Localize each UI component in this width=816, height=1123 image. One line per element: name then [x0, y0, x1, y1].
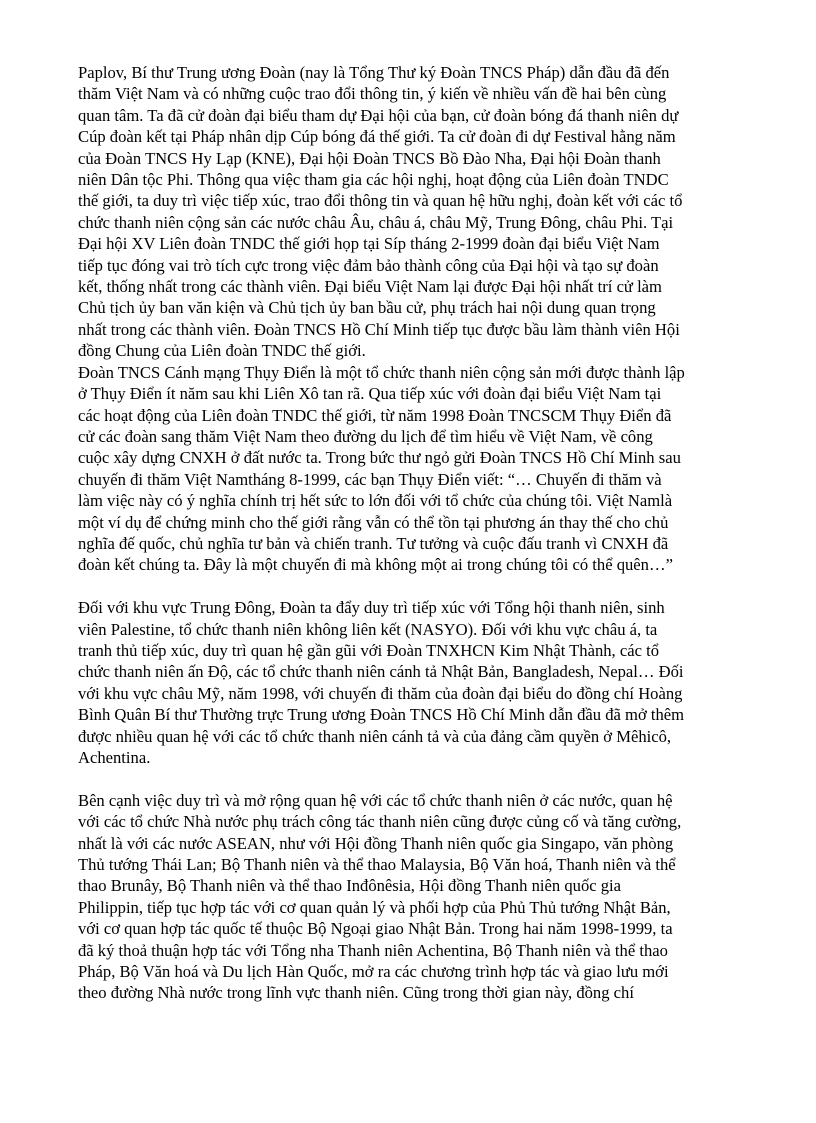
text-line: Thủ tướng Thái Lan; Bộ Thanh niên và thể thao Malaysia, Bộ Văn hoá, Thanh niên và thể [78, 855, 676, 874]
text-line: ở Thụy Điển ít năm sau khi Liên Xô tan rã. Qua tiếp xúc với đoàn đại biểu Việt Nam tại [78, 384, 662, 404]
text-line: đã ký thoả thuận hợp tác với Tổng nha Thanh niên Achentina, Bộ Thanh niên và thể thao [78, 940, 668, 960]
text-line: chức thanh niên cộng sản các nước châu Âu, châu á, châu Mỹ, Trung Đông, châu Phi. Tại [78, 212, 674, 232]
text-line: với khu vực châu Mỹ, năm 1998, với chuyến đi thăm của đoàn đại biểu do đồng chí Hoàng [78, 683, 683, 703]
text-line: Đoàn TNCS Cánh mạng Thụy Điển là một tổ chức thanh niên cộng sản mới được thành lập [78, 362, 685, 382]
text-line: Chủ tịch ủy ban văn kiện và Chủ tịch ủy ban bầu cử, phụ trách hai nội dung quan trọng [78, 298, 656, 318]
text-line: kết, thống nhất trong các thành viên. Đại biểu Việt Nam lại được Đại hội nhất trí cử làm [78, 277, 662, 297]
text-line: nhất là với các nước ASEAN, như với Hội đồng Thanh niên quốc gia Singapo, văn phòng [78, 833, 674, 853]
text-line: Đại hội XV Liên đoàn TNDC thế giới họp tại Síp tháng 2-1999 đoàn đại biểu Việt Nam [78, 234, 660, 254]
text-line: của Đoàn TNCS Hy Lạp (KNE), Đại hội Đoàn TNCS Bồ Đào Nha, Đại hội Đoàn thanh [78, 148, 661, 168]
text-line: làm việc này có ý nghĩa chính trị hết sức to lớn đối với tổ chức của chúng tôi. Việt Namlà [78, 491, 673, 511]
text-line: Pháp, Bộ Văn hoá và Du lịch Hàn Quốc, mở ra các chương trình hợp tác và giao lưu mới [78, 962, 669, 982]
paragraph-state-agencies [78, 790, 758, 1004]
text-line: chức thanh niên ấn Độ, các tổ chức thanh niên cánh tả Nhật Bản, Bangladesh, Nepal… Đối [78, 662, 684, 682]
text-line: tiếp tục đóng vai trò tích cực trong việc đảm bảo thành công của Đại hội và tạo sự đoàn [78, 255, 659, 275]
text-line: được nhiều quan hệ với các tổ chức thanh niên cánh tả và của đảng cầm quyền ở Mêhicô, [78, 726, 672, 746]
text-line: cử các đoàn sang thăm Việt Nam theo đường du lịch để tìm hiểu về Việt Nam, về công [78, 426, 653, 446]
text-line: Philippin, tiếp tục hợp tác với cơ quan quản lý và phối hợp của Phủ Thủ tướng Nhật Bản, [78, 897, 671, 917]
paragraph-middle-east-asia-america [78, 597, 758, 768]
text-line: tranh thủ tiếp xúc, duy trì quan hệ gần gũi với Đoàn TNXHCN Kim Nhật Thành, các tổ [78, 640, 659, 660]
text-line: thế giới, ta duy trì việc tiếp xúc, trao đổi thông tin và quan hệ hữu nghị, đoàn kết với các tổ [78, 191, 683, 211]
text-line: với cơ quan hợp tác quốc tế thuộc Bộ Ngoại giao Nhật Bản. Trong hai năm 1998-1999, ta [78, 919, 673, 939]
text-line: Đối với khu vực Trung Đông, Đoàn ta đẩy duy trì tiếp xúc với Tổng hội thanh niên, sinh [78, 598, 665, 618]
text-line: với các tổ chức Nhà nước phụ trách công tác thanh niên cũng được củng cố và tăng cường, [78, 812, 682, 832]
text-line: Bình Quân Bí thư Thường trực Trung ương Đoàn TNCS Hồ Chí Minh dẫn đầu đã mở thêm [78, 705, 685, 725]
text-line: Cúp đoàn kết tại Pháp nhân dịp Cúp bóng đá thế giới. Ta cử đoàn đi dự Festival hằng năm [78, 127, 676, 147]
text-line: Bên cạnh việc duy trì và mở rộng quan hệ với các tổ chức thanh niên ở các nước, quan hệ [78, 790, 673, 810]
document-page [78, 62, 758, 1004]
text-line: nhất trong các thành viên. Đoàn TNCS Hồ Chí Minh tiếp tục được bầu làm thành viên Hội [78, 319, 680, 339]
text-line: nghĩa đế quốc, chủ nghĩa tư bản và chiến tranh. Tư tưởng và cuộc đấu tranh vì CNXH đã [78, 533, 669, 553]
text-line: thao Brunây, Bộ Thanh niên và thể thao Inđônêsia, Hội đồng Thanh niên quốc gia [78, 876, 622, 896]
text-line: các hoạt động của Liên đoàn TNDC thế giới, từ năm 1998 Đoàn TNCSCM Thụy Điển đã [78, 405, 672, 425]
text-line: niên Dân tộc Phi. Thông qua việc tham gia các hội nghị, hoạt động của Liên đoàn TNDC [78, 170, 669, 190]
text-line: quan tâm. Ta đã cử đoàn đại biểu tham dự Đại hội của bạn, cử đoàn bóng đá thanh niên dự [78, 105, 679, 125]
text-line: viên Palestine, tổ chức thanh niên không liên kết (NASYO). Đối với khu vực châu á, ta [78, 619, 658, 639]
text-line: đồng Chung của Liên đoàn TNDC thế giới. [78, 341, 366, 361]
text-line: Paplov, Bí thư Trung ương Đoàn (nay là Tổng Thư ký Đoàn TNCS Pháp) dẫn đầu đã đến [78, 63, 670, 82]
text-line: Achentina. [78, 747, 151, 767]
text-line: theo đường Nhà nước trong lĩnh vực thanh niên. Cũng trong thời gian này, đồng chí [78, 983, 634, 1003]
text-line: thăm Việt Nam và có những cuộc trao đổi thông tin, ý kiến về nhiều vấn đề hai bên cùng [78, 84, 667, 104]
paragraph-sweden-relations [78, 362, 758, 576]
text-line: đoàn kết chúng ta. Đây là một chuyến đi mà không một ai trong chúng tôi có thể quên…” [78, 555, 673, 575]
paragraph-france-relations [78, 62, 758, 362]
text-line: chuyến đi thăm Việt Namtháng 8-1999, các bạn Thụy Điển viết: “… Chuyến đi thăm và [78, 469, 662, 489]
text-line: cuộc xây dựng CNXH ở đất nước ta. Trong bức thư ngỏ gửi Đoàn TNCS Hồ Chí Minh sau [78, 448, 681, 468]
text-line: một ví dụ để chứng minh cho thế giới rằng vẫn có thể tồn tại phương án thay thế cho chủ [78, 512, 669, 532]
